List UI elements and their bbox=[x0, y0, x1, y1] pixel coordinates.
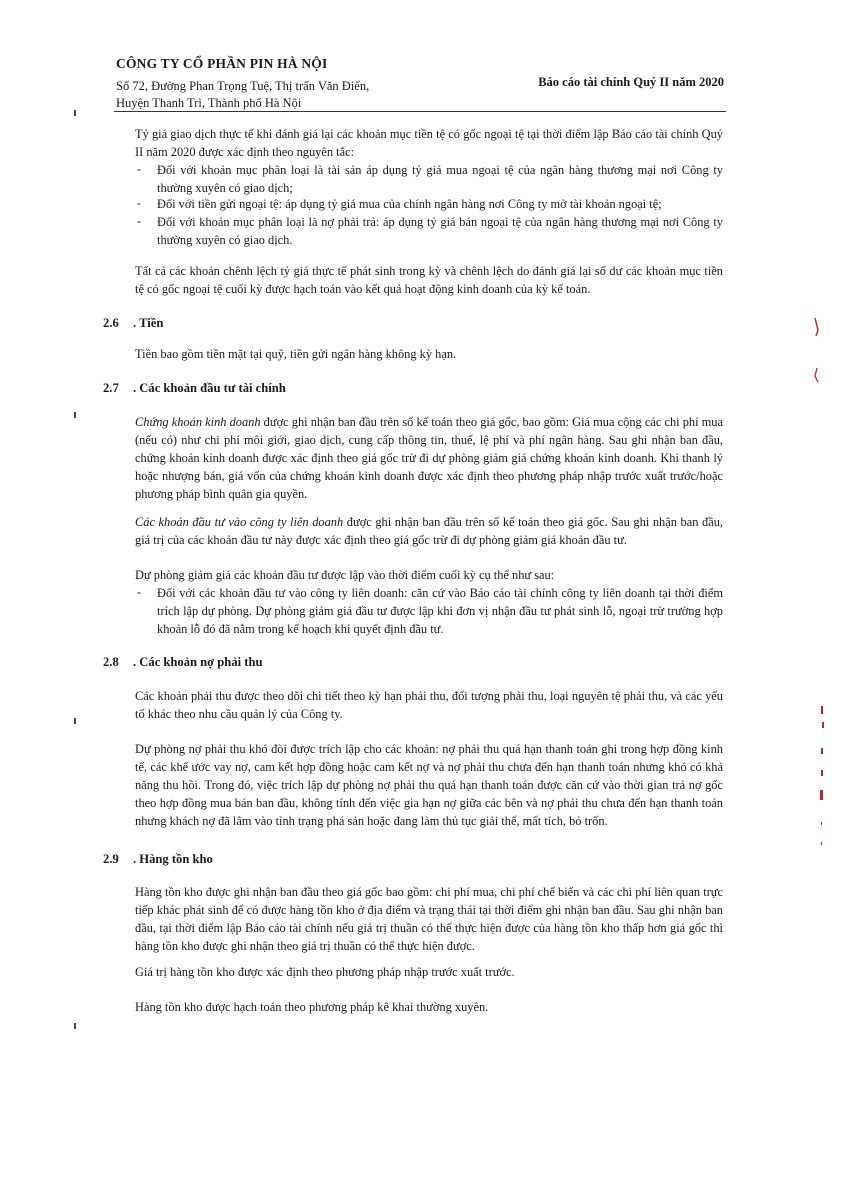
fx-bullet-1: Đối với khoản mục phân loại là tài sản áp dụng tỷ giá mua ngoại tệ của ngân hàng thương mại nơi Công ty thường xuyên có giao dịch; bbox=[157, 163, 723, 195]
address-line-1: Số 72, Đường Phan Trọng Tuệ, Thị trấn Văn Điển, bbox=[116, 79, 370, 93]
margin-speck bbox=[74, 1023, 76, 1029]
red-ink-mark bbox=[822, 722, 824, 728]
section-title: . Tiền bbox=[133, 316, 164, 330]
fx-bullet-3: Đối với khoản mục phân loại là nợ phải trả: áp dụng tỷ giá bán ngoại tệ của ngân hàng thương mại nơi Công ty thường xuyên có giao dịch. bbox=[157, 215, 723, 247]
margin-speck bbox=[74, 718, 76, 724]
section-title: . Các khoản đầu tư tài chính bbox=[133, 381, 286, 395]
section-2-7-bullet: Đối với các khoản đầu tư vào công ty liên doanh: căn cứ vào Báo cáo tài chính công ty liên doanh tại thời điểm trích lập dự phòng. Dự phòng giảm giá đầu tư được lập khi đơn vị nhận đầu tư phát sinh lỗ, ngoại trừ trường hợp khoản lỗ đó đã nằm trong kế hoạch khi quyết định đầu tư. bbox=[157, 586, 723, 636]
bullet-dash: - bbox=[137, 196, 142, 210]
section-2-9-paragraph-2: Giá trị hàng tồn kho được xác định theo phương pháp nhập trước xuất trước. bbox=[135, 965, 515, 979]
section-number: 2.6 bbox=[103, 316, 119, 330]
red-ink-mark bbox=[821, 822, 822, 825]
bullet-dash: - bbox=[137, 585, 142, 599]
margin-speck bbox=[74, 110, 76, 116]
fx-bullet-2: Đối với tiền gửi ngoại tệ: áp dụng tỷ giá mua của chính ngân hàng nơi Công ty mở tài khoản ngoại tệ; bbox=[157, 197, 662, 211]
section-2-9-paragraph-3: Hàng tồn kho được hạch toán theo phương pháp kê khai thường xuyên. bbox=[135, 1000, 489, 1014]
red-ink-mark bbox=[821, 770, 823, 776]
company-name: CÔNG TY CỔ PHẦN PIN HÀ NỘI bbox=[116, 56, 328, 71]
section-title: . Các khoản nợ phải thu bbox=[133, 655, 263, 669]
fx-closing-paragraph: Tất cả các khoản chênh lệch tỷ giá thực tế phát sinh trong kỳ và chênh lệch do đánh giá lại số dư các khoản mục tiền tệ có gốc ngoại tệ cuối kỳ được hạch toán vào kết quả hoạt động kinh doanh của kỳ kế toán. bbox=[135, 264, 723, 296]
paragraph-text: được ghi nhận ban đầu trên sổ kế toán theo giá gốc. Sau ghi nhận ban đầu, giá trị của các khoản đầu tư này được xác định theo giá gốc trừ đi dự phòng giảm giá khoản đầu tư. bbox=[135, 515, 723, 547]
address-line-2: Huyện Thanh Trì, Thành phố Hà Nội bbox=[116, 96, 302, 110]
red-ink-mark bbox=[821, 748, 823, 754]
italic-term: Chứng khoán kinh doanh bbox=[135, 415, 261, 429]
red-ink-mark bbox=[815, 368, 818, 382]
fx-intro-paragraph: Tỷ giá giao dịch thực tế khi đánh giá lại các khoản mục tiền tệ có gốc ngoại tệ tại thời điểm lập Báo cáo tài chính Quý II năm 2020 được xác định theo nguyên tắc: bbox=[135, 127, 723, 159]
section-2-6-body: Tiền bao gồm tiền mặt tại quỹ, tiền gửi ngân hàng không kỳ hạn. bbox=[135, 347, 457, 361]
margin-speck bbox=[74, 412, 76, 418]
bullet-dash: - bbox=[137, 162, 142, 176]
paragraph-text: được ghi nhận ban đầu trên sổ kế toán theo giá gốc, bao gồm: Giá mua cộng các chi phí mua (nếu có) như chi phí môi giới, giao dịch, cung cấp thông tin, thuế, lệ phí và phí ngân hàng. Sau ghi nhận ban đầu, chứng khoán kinh doanh được xác định theo giá gốc trừ đi dự phòng giảm giá chứng khoán kinh doanh. Khi thanh lý hoặc nhượng bán, giá vốn của chứng khoán kinh doanh được xác định theo phương pháp nhập trước xuất trước/hoặc phương pháp bình quân gia quyền. bbox=[135, 415, 723, 501]
section-2-8-paragraph-1: Các khoản phải thu được theo dõi chi tiết theo kỳ hạn phải thu, đối tượng phải thu, loại nguyên tệ phải thu, và các yếu tố khác theo nhu cầu quản lý của Công ty. bbox=[135, 689, 723, 721]
section-title: . Hàng tồn kho bbox=[133, 852, 213, 866]
red-ink-mark bbox=[820, 790, 823, 800]
red-ink-mark bbox=[815, 318, 818, 336]
section-number: 2.9 bbox=[103, 852, 119, 866]
bullet-dash: - bbox=[137, 214, 142, 228]
section-number: 2.7 bbox=[103, 381, 119, 395]
red-ink-mark bbox=[821, 706, 823, 714]
section-2-8-paragraph-2: Dự phòng nợ phải thu khó đòi được trích lập cho các khoản: nợ phải thu quá hạn thanh toán ghi trong hợp đồng kinh tế, các khế ước vay nợ, cam kết hợp đồng hoặc cam kết nợ và nợ phải thu chưa đến hạn thanh toán nhưng khó có khả năng thu hồi. Trong đó, việc trích lập dự phòng nợ phải thu quá hạn thanh toán được căn cứ vào thời gian trả nợ gốc theo hợp đồng mua bán ban đầu, không tính đến việc gia hạn nợ giữa các bên và nợ phải thu chưa đến hạn thanh toán nhưng khách nợ đã lâm vào tình trạng phá sản hoặc đang làm thủ tục giải thể, mất tích, bỏ trốn. bbox=[135, 742, 723, 828]
report-title: Báo cáo tài chính Quý II năm 2020 bbox=[538, 75, 724, 89]
italic-term: Các khoản đầu tư vào công ty liên doanh bbox=[135, 515, 344, 529]
section-2-9-paragraph-1: Hàng tồn kho được ghi nhận ban đầu theo giá gốc bao gồm: chi phí mua, chi phí chế biến và các chi phí liên quan trực tiếp khác phát sinh để có được hàng tồn kho ở địa điểm và trạng thái tại thời điểm ghi nhận ban đầu. Sau ghi nhận ban đầu, tại thời điểm lập Báo cáo tài chính nếu giá trị thuần có thể thực hiện được của hàng tồn kho thấp hơn giá gốc thì hàng tồn kho được ghi nhận theo giá trị thuần có thể thực hiện được. bbox=[135, 885, 723, 953]
red-ink-mark bbox=[821, 842, 822, 845]
section-number: 2.8 bbox=[103, 655, 119, 669]
section-2-7-paragraph-3: Dự phòng giảm giá các khoản đầu tư được lập vào thời điểm cuối kỳ cụ thể như sau: bbox=[135, 568, 555, 582]
